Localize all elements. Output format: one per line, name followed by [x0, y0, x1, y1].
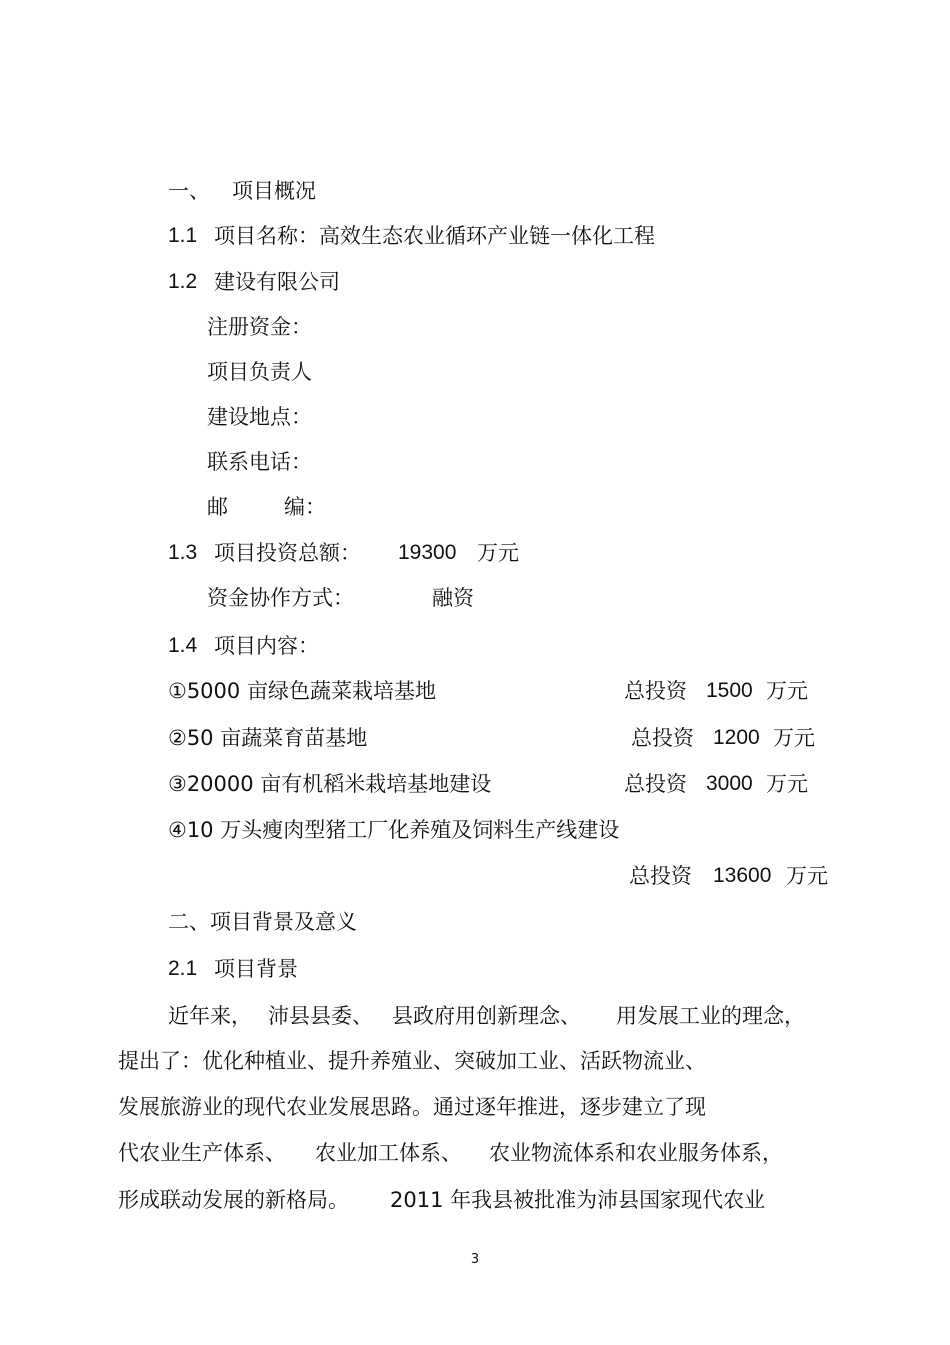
paragraph-line-4c: 农业物流体系和农业服务体系，	[489, 1141, 783, 1165]
paragraph-line-5b: 2011 年我县被批准为沛县国家现代农业	[390, 1188, 766, 1212]
item-1-3-amount: 19300	[398, 541, 457, 564]
paragraph-line-2: 提出了：优化种植业、提升养殖业、突破加工业、活跃物流业、	[118, 1049, 706, 1073]
section-1-number: 一、	[168, 179, 210, 203]
content-item-1-invest-label: 总投资	[624, 679, 687, 703]
content-item-3-invest-label: 总投资	[624, 772, 687, 796]
item-1-3-number: 1.3	[168, 541, 198, 564]
content-item-4-unit: 万元	[786, 864, 828, 888]
item-1-4-text: 项目内容：	[214, 634, 319, 658]
item-1-2-number: 1.2	[168, 270, 198, 293]
content-item-1-text: ①5000 亩绿色蔬菜栽培基地	[168, 679, 436, 703]
item-1-2-text: 建设有限公司	[214, 270, 340, 294]
content-item-2-amount: 1200	[713, 726, 760, 749]
content-item-3-amount: 3000	[706, 772, 753, 795]
paragraph-line-1a: 近年来，	[168, 1004, 252, 1028]
funding-value: 融资	[432, 586, 474, 610]
section-1-title: 项目概况	[232, 179, 316, 203]
content-item-2-invest-label: 总投资	[631, 726, 694, 750]
field-registered-capital: 注册资金：	[207, 315, 312, 339]
content-item-1-amount: 1500	[706, 679, 753, 702]
content-item-3-unit: 万元	[766, 772, 808, 796]
field-postcode-a: 邮	[207, 495, 228, 519]
item-1-3-unit: 万元	[477, 541, 519, 565]
item-1-3-label: 项目投资总额：	[214, 541, 361, 565]
field-postcode-b: 编：	[284, 495, 326, 519]
item-2-1-number: 2.1	[168, 957, 198, 980]
paragraph-line-4b: 农业加工体系、	[315, 1141, 462, 1165]
paragraph-line-3: 发展旅游业的现代农业发展思路。通过逐年推进，逐步建立了现	[118, 1095, 706, 1119]
content-item-1-unit: 万元	[766, 679, 808, 703]
funding-label: 资金协作方式：	[207, 586, 354, 610]
item-1-1-number: 1.1	[168, 224, 198, 247]
content-item-2-text: ②50 亩蔬菜育苗基地	[168, 726, 368, 750]
field-location: 建设地点：	[207, 405, 312, 429]
content-item-4-text: ④10 万头瘦肉型猪工厂化养殖及饲料生产线建设	[168, 818, 620, 842]
paragraph-line-1c: 县政府用创新理念、	[392, 1004, 581, 1028]
item-1-1-text: 项目名称：高效生态农业循环产业链一体化工程	[214, 224, 655, 248]
content-item-4-invest-label: 总投资	[629, 864, 692, 888]
paragraph-line-4a: 代农业生产体系、	[118, 1141, 286, 1165]
page-number: 3	[470, 1252, 480, 1267]
field-phone: 联系电话：	[207, 450, 312, 474]
item-2-1-text: 项目背景	[214, 957, 298, 981]
item-1-4-number: 1.4	[168, 634, 198, 657]
paragraph-line-1b: 沛县县委、	[268, 1004, 373, 1028]
paragraph-line-5a: 形成联动发展的新格局。	[118, 1188, 349, 1212]
field-project-leader: 项目负责人	[207, 360, 312, 384]
paragraph-line-1d: 用发展工业的理念，	[616, 1004, 805, 1028]
section-2-title: 二、项目背景及意义	[168, 910, 357, 934]
content-item-2-unit: 万元	[773, 726, 815, 750]
content-item-3-text: ③20000 亩有机稻米栽培基地建设	[168, 772, 492, 796]
content-item-4-amount: 13600	[713, 864, 772, 887]
